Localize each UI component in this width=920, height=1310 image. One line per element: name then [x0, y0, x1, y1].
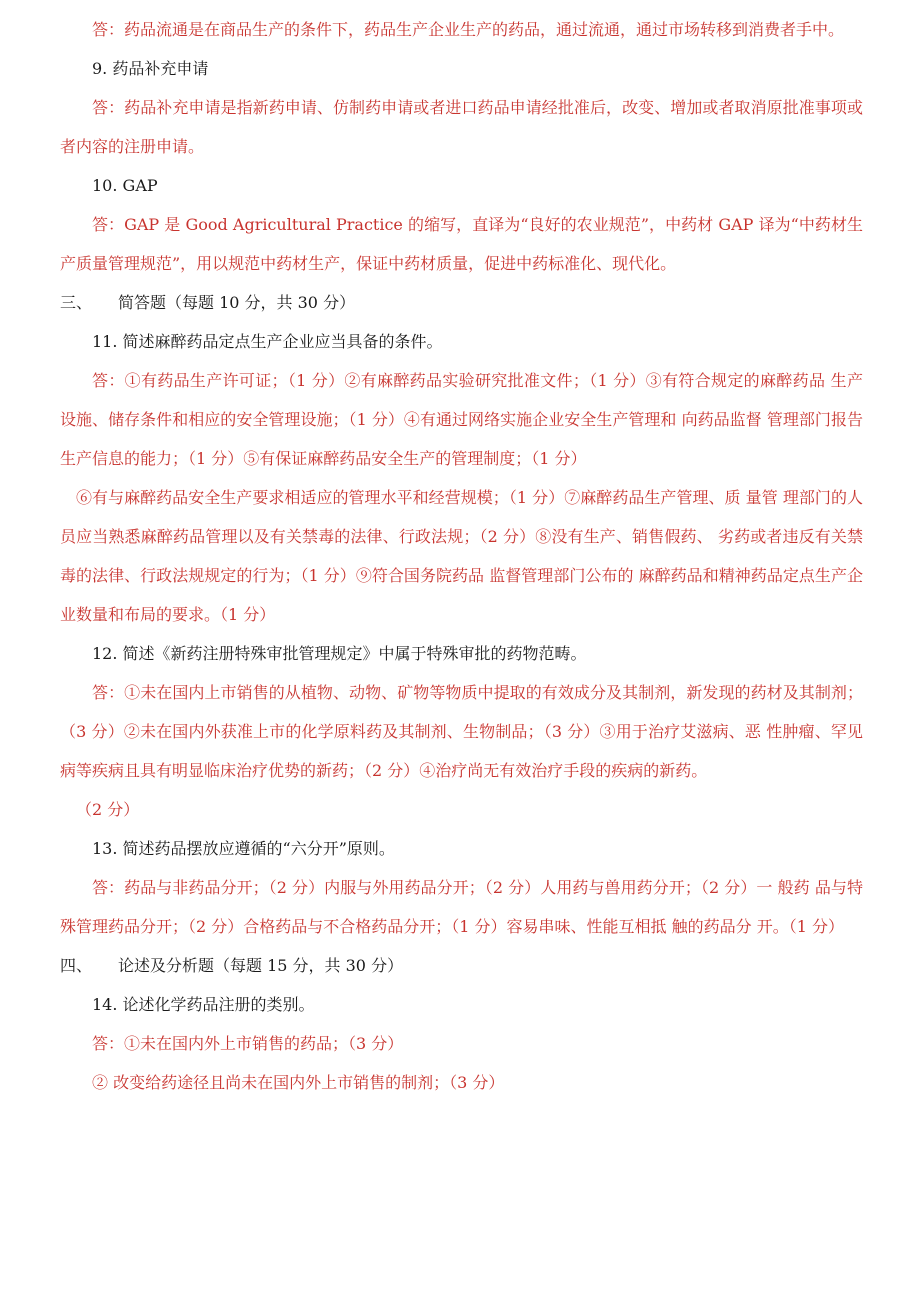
section-3-number: 三、 [60, 293, 93, 312]
answer-12-score: （2 分） [76, 800, 140, 819]
section-3-title: 简答题（每题 10 分，共 30 分） [118, 293, 356, 312]
question-13: 13. 简述药品摆放应遵循的“六分开”原则。 [92, 839, 395, 858]
answer-11-part-1: 答：①有药品生产许可证；（1 分）②有麻醉药品实验研究批准文件；（1 分）③有符合规定的麻醉药品 生产设施、储存条件和相应的安全管理设施；（1 分）④有通过网络实施企业安全生产管理和 向药品监督 管理部门报告生产信息的能力；（1 分）⑤有保证麻醉药品安全生产的管理制度；（1 分） [60, 371, 863, 468]
question-12: 12. 简述《新药注册特殊审批管理规定》中属于特殊审批的药物范畴。 [92, 644, 587, 663]
answer-11-part-2: ⑥有与麻醉药品安全生产要求相适应的管理水平和经营规模；（1 分）⑦麻醉药品生产管理、质 量管 理部门的人员应当熟悉麻醉药品管理以及有关禁毒的法律、行政法规；（2 分）⑧没有生产、销售假药、 劣药或者违反有关禁毒的法律、行政法规规定的行为；（1 分）⑨符合国务院药品 监督管理部门公布的 麻醉药品和精神药品定点生产企业数量和布局的要求。（1 分） [60, 488, 863, 624]
answer-13: 答：药品与非药品分开；（2 分）内服与外用药品分开；（2 分）人用药与兽用药分开；（2 分）一 般药 品与特殊管理药品分开；（2 分）合格药品与不合格药品分开；（1 分）容易串味、性能互相抵 触的药品分 开。（1 分） [60, 878, 863, 936]
section-4-title: 论述及分析题（每题 15 分，共 30 分） [118, 956, 404, 975]
answer-10: 答：GAP 是 Good Agricultural Practice 的缩写，直译为“良好的农业规范”，中药材 GAP 译为“中药材生产质量管理规范”，用以规范中药材生产，保证中药材质量，促进中药标准化、现代化。 [60, 215, 863, 273]
question-11: 11. 简述麻醉药品定点生产企业应当具备的条件。 [92, 332, 443, 351]
question-14: 14. 论述化学药品注册的类别。 [92, 995, 315, 1014]
section-3-heading [60, 283, 863, 322]
answer-14-item-1: 答：①未在国内外上市销售的药品；（3 分） [92, 1034, 404, 1053]
answer-12: 答：①未在国内上市销售的从植物、动物、矿物等物质中提取的有效成分及其制剂，新发现的药材及其制剂；（3 分）②未在国内外获准上市的化学原料药及其制剂、生物制品；（3 分）③用于治疗艾滋病、恶 性肿瘤、罕见病等疾病且具有明显临床治疗优势的新药；（2 分）④治疗尚无有效治疗手段的疾病的新药。 [60, 683, 863, 780]
section-4-number: 四、 [60, 956, 93, 975]
section-4-heading [60, 946, 863, 985]
question-9: 9. 药品补充申请 [92, 59, 209, 78]
answer-8: 答：药品流通是在商品生产的条件下，药品生产企业生产的药品，通过流通，通过市场转移到消费者手中。 [92, 20, 845, 39]
answer-9: 答：药品补充申请是指新药申请、仿制药申请或者进口药品申请经批准后，改变、增加或者取消原批准事项或者内容的注册申请。 [60, 98, 863, 156]
question-10: 10. GAP [92, 176, 158, 195]
document-page [60, 10, 863, 1102]
answer-14-item-2: ② 改变给药途径且尚未在国内外上市销售的制剂；（3 分） [92, 1073, 505, 1092]
